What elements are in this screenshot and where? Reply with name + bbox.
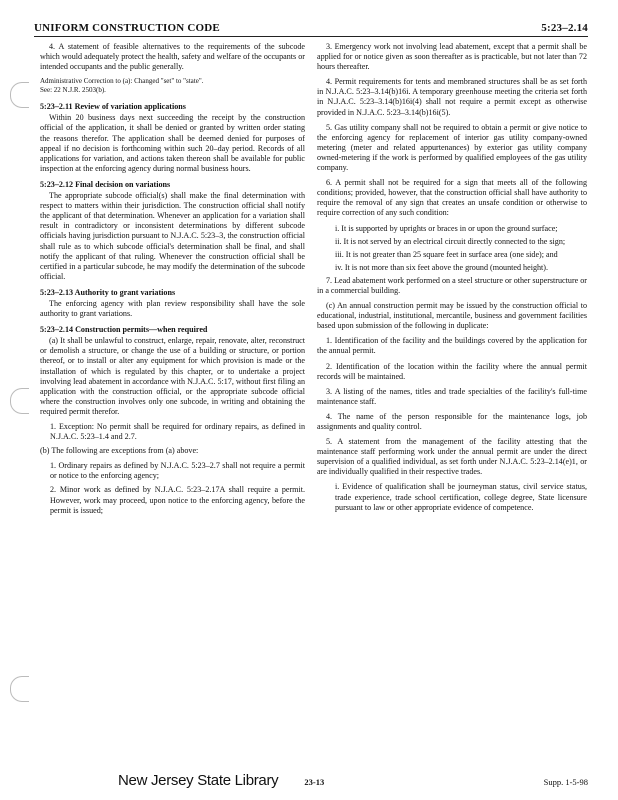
list-item: 2. Identification of the location within the facility where the annual permit records will be maintained. bbox=[317, 361, 587, 381]
right-column bbox=[317, 42, 587, 516]
section-body: The appropriate subcode official(s) shall make the final determination with respect to matters within their jurisdiction. The construction official shall notify the applicant of that determination. Whenever an application for a variation shall result in contradictory or inconsistent determinations by different subcode officials having jurisdiction pursuant to N.J.A.C. 5:23–3, the construction official shall rule as to which subcode official's determination shall be final, and shall notify the applicant of that ruling. Whenever the construction official shall be certified in a particular subcode, he may modify the determination of the subcode official. bbox=[40, 191, 305, 281]
page-footer bbox=[118, 772, 588, 789]
list-subitem: iii. It is not greater than 25 square feet in surface area (one side); and bbox=[335, 249, 558, 259]
section-body: (a) It shall be unlawful to construct, enlarge, repair, renovate, alter, reconstruct or demolish a structure, or change the use of a building or structure, or portion thereof, or to install or alter any equipment for which provision is made or the installation of which is regulated by this chapter, or to undertake a project involving lead abatement in accordance with N.J.A.C. 5:17, without first filing an application with the construction official, or the appropriate subcode official where the construction involves only one subcode, in writing and obtaining the required permit therefor. bbox=[40, 336, 305, 416]
section-heading: 5:23–2.12 Final decision on variations bbox=[40, 179, 171, 189]
paragraph: (b) The following are exceptions from (a) above: bbox=[40, 446, 199, 456]
header-section: 5:23–2.14 bbox=[541, 22, 588, 34]
section-heading: 5:23–2.11 Review of variation applications bbox=[40, 102, 186, 112]
list-item: 4. Permit requirements for tents and membraned structures shall be as set forth in N.J.A.C. 5:23–3.14(b)16i. A temporary greenhouse meeting the criteria set forth in N.J.A.C. 5:23–3.14(b)16i(4) shall not require a permit except as otherwise provided in N.J.A.C. 5:23–3.14(b)16i(5). bbox=[317, 77, 587, 117]
list-subitem: i. It is supported by uprights or braces in or upon the ground surface; bbox=[335, 223, 558, 233]
section-heading: 5:23–2.14 Construction permits—when required bbox=[40, 325, 208, 335]
section-body: Within 20 business days next succeeding the receipt by the construction official of the application, it shall be denied or granted by written order stating the reasons therefor. The application shall be deemed denied for purposes of appeal if no decision is forthcoming within such 20–day period. Records of all applications for variation, and actions taken thereon shall be available for public inspection at the enforcing agency during normal business hours. bbox=[40, 113, 305, 173]
list-subitem: ii. It is not served by an electrical circuit directly connected to the sign; bbox=[335, 236, 566, 246]
binder-hole-mark bbox=[10, 388, 29, 414]
admin-note: Administrative Correction to (a): Changed "set" to "state". See: 22 N.J.R. 2503(b). bbox=[40, 77, 204, 94]
list-item: 7. Lead abatement work performed on a steel structure or other superstructure or in a commercial building. bbox=[317, 275, 587, 295]
section-body: The enforcing agency with plan review responsibility shall have the sole authority to grant variations. bbox=[40, 298, 305, 319]
list-item: 3. Emergency work not involving lead abatement, except that a permit shall be applied for or notice given as soon thereafter as is practicable, but not later than 72 hours thereafter. bbox=[317, 42, 587, 72]
library-stamp: New Jersey State Library bbox=[118, 772, 279, 789]
paragraph: 4. A statement of feasible alternatives to the requirements of the subcode which would adequately protect the health, safety and welfare of the occupants or intended occupants and the public generally. bbox=[40, 42, 305, 72]
list-item: 3. A listing of the names, titles and trade specialties of the facility's full-time maintenance staff. bbox=[317, 386, 587, 406]
list-item: 1. Exception: No permit shall be required for ordinary repairs, as defined in N.J.A.C. 5:23–1.4 and 2.7. bbox=[50, 422, 305, 442]
paragraph: (c) An annual construction permit may be issued by the construction official to educational, industrial, institutional, mercantile, business and government facilities based upon submission of the following in duplicate: bbox=[317, 301, 587, 331]
list-subitem: i. Evidence of qualification shall be journeyman status, civil service status, trade experience, trade school certification, college degree, State licensure pursuant to law or other appropriate evidence of competence. bbox=[335, 482, 587, 512]
header-title: UNIFORM CONSTRUCTION CODE bbox=[34, 22, 220, 34]
list-item: 1. Identification of the facility and the buildings covered by the application for the annual permit. bbox=[317, 336, 587, 356]
page-header bbox=[34, 22, 588, 37]
section-heading: 5:23–2.13 Authority to grant variations bbox=[40, 287, 176, 297]
left-column bbox=[40, 42, 305, 520]
page-number: 23-13 bbox=[304, 777, 325, 787]
list-item: 5. A statement from the management of the facility attesting that the maintenance staff performing work under the annual permit are under the direct supervision of a qualified individual, as set forth under N.J.A.C. 5:23–2.14(e)1, or are individually qualified in their respective trades. bbox=[317, 437, 587, 477]
list-item: 6. A permit shall not be required for a sign that meets all of the following conditions; provided, however, that the construction official shall have authority to require the removal of any sign that creates an unsafe condition or otherwise to require correction of any such condition: bbox=[317, 178, 587, 218]
binder-hole-mark bbox=[10, 676, 29, 702]
list-subitem: iv. It is not more than six feet above the ground (mounted height). bbox=[335, 262, 549, 272]
list-item: 4. The name of the person responsible for the maintenance logs, job assignments and quality control. bbox=[317, 411, 587, 431]
binder-hole-mark bbox=[10, 82, 29, 108]
list-item: 1. Ordinary repairs as defined by N.J.A.C. 5:23–2.7 shall not require a permit or notice to the enforcing agency; bbox=[50, 461, 305, 481]
list-item: 2. Minor work as defined by N.J.A.C. 5:23–2.17A shall require a permit. However, work may proceed, upon notice to the enforcing agency, before the permit is issued; bbox=[50, 485, 305, 515]
supplement-date: Supp. 1-5-98 bbox=[543, 777, 588, 787]
list-item: 5. Gas utility company shall not be required to obtain a permit or give notice to the enforcing agency for replacement of interior gas utility company-owned metering (meter and related appurtenances) by exterior gas utility company owned-metering if the work is performed by qualified employees of the gas utility company. bbox=[317, 122, 587, 173]
